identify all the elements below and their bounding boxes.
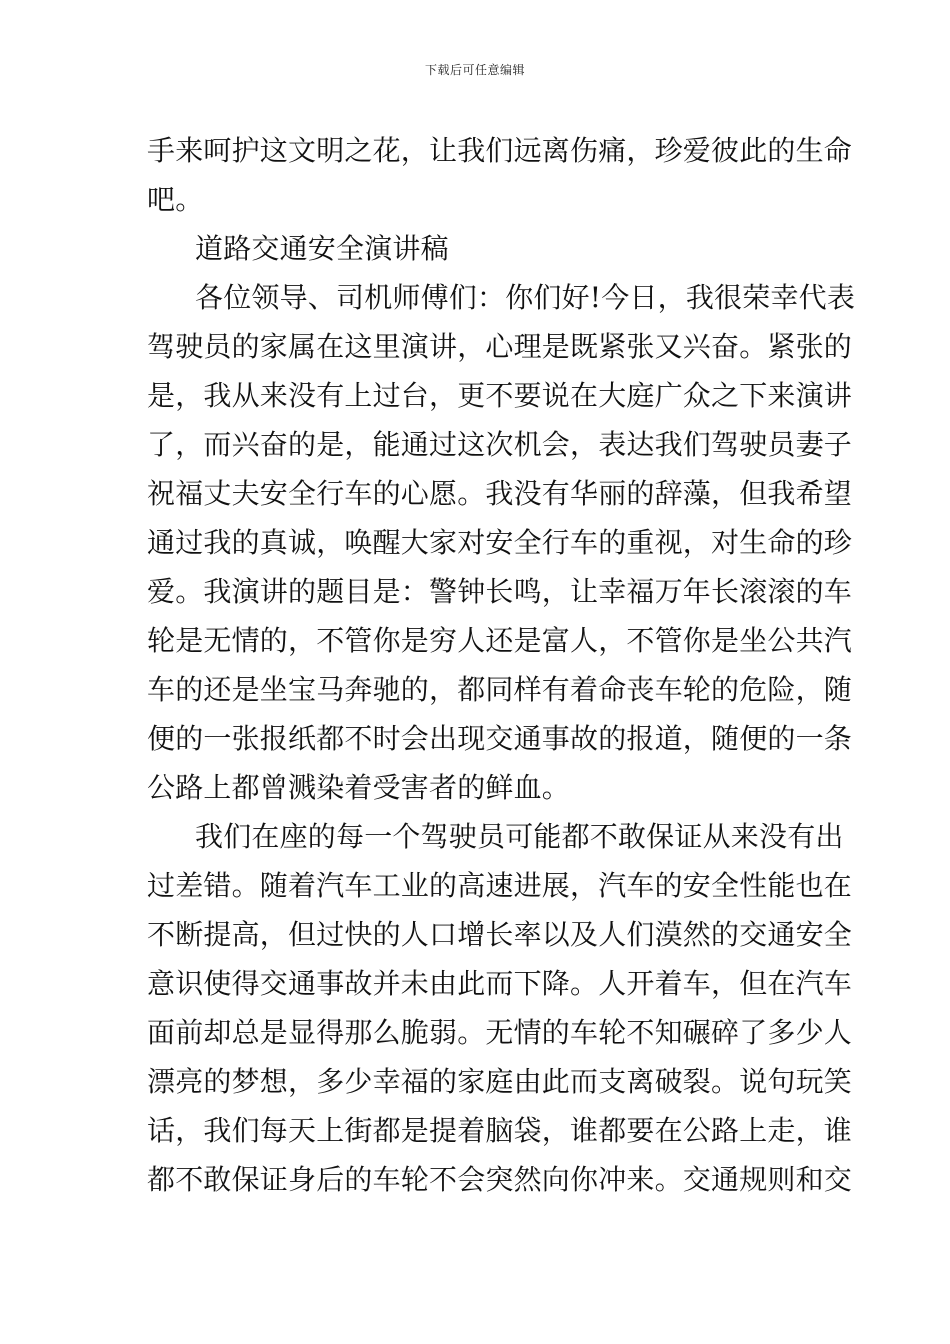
document-body: [147, 126, 856, 1204]
text-line: 面前却总是显得那么脆弱。无情的车轮不知碾碎了多少人: [147, 1016, 853, 1049]
text-line: 通过我的真诚，唤醒大家对安全行车的重视，对生命的珍: [147, 526, 853, 559]
text-line: 都不敢保证身后的车轮不会突然向你冲来。交通规则和交: [147, 1163, 853, 1196]
text-line: 车的还是坐宝马奔驰的，都同样有着命丧车轮的危险，随: [147, 673, 853, 706]
text-line: 祝福丈夫安全行车的心愿。我没有华丽的辞藻，但我希望: [147, 477, 853, 510]
page-header: 下载后可任意编辑: [424, 63, 525, 77]
text-line: 漂亮的梦想，多少幸福的家庭由此而支离破裂。说句玩笑: [147, 1065, 853, 1098]
text-line: 公路上都曾溅染着受害者的鲜血。: [147, 771, 571, 804]
text-line: 便的一张报纸都不时会出现交通事故的报道，随便的一条: [147, 722, 853, 755]
text-line: 各位领导、司机师傅们：你们好!今日，我很荣幸代表: [195, 281, 856, 314]
text-line: 轮是无情的，不管你是穷人还是富人，不管你是坐公共汽: [147, 624, 853, 657]
text-line: 爱。我演讲的题目是：警钟长鸣，让幸福万年长滚滚的车: [147, 575, 853, 608]
text-line: 过差错。随着汽车工业的高速进展，汽车的安全性能也在: [147, 869, 853, 902]
text-line: 道路交通安全演讲稿: [195, 232, 449, 265]
text-line: 手来呵护这文明之花，让我们远离伤痛，珍爱彼此的生命: [147, 134, 853, 167]
text-line: 意识使得交通事故并未由此而下降。人开着车，但在汽车: [147, 967, 853, 1000]
text-line: 吧。: [147, 183, 204, 216]
text-line: 是，我从来没有上过台，更不要说在大庭广众之下来演讲: [147, 379, 853, 412]
text-line: 我们在座的每一个驾驶员可能都不敢保证从来没有出: [195, 820, 844, 853]
text-line: 话，我们每天上街都是提着脑袋，谁都要在公路上走，谁: [147, 1114, 853, 1147]
text-line: 不断提高，但过快的人口增长率以及人们漠然的交通安全: [147, 918, 853, 951]
text-line: 驾驶员的家属在这里演讲，心理是既紧张又兴奋。紧张的: [147, 330, 853, 363]
text-line: 了，而兴奋的是，能通过这次机会，表达我们驾驶员妻子: [147, 428, 853, 461]
